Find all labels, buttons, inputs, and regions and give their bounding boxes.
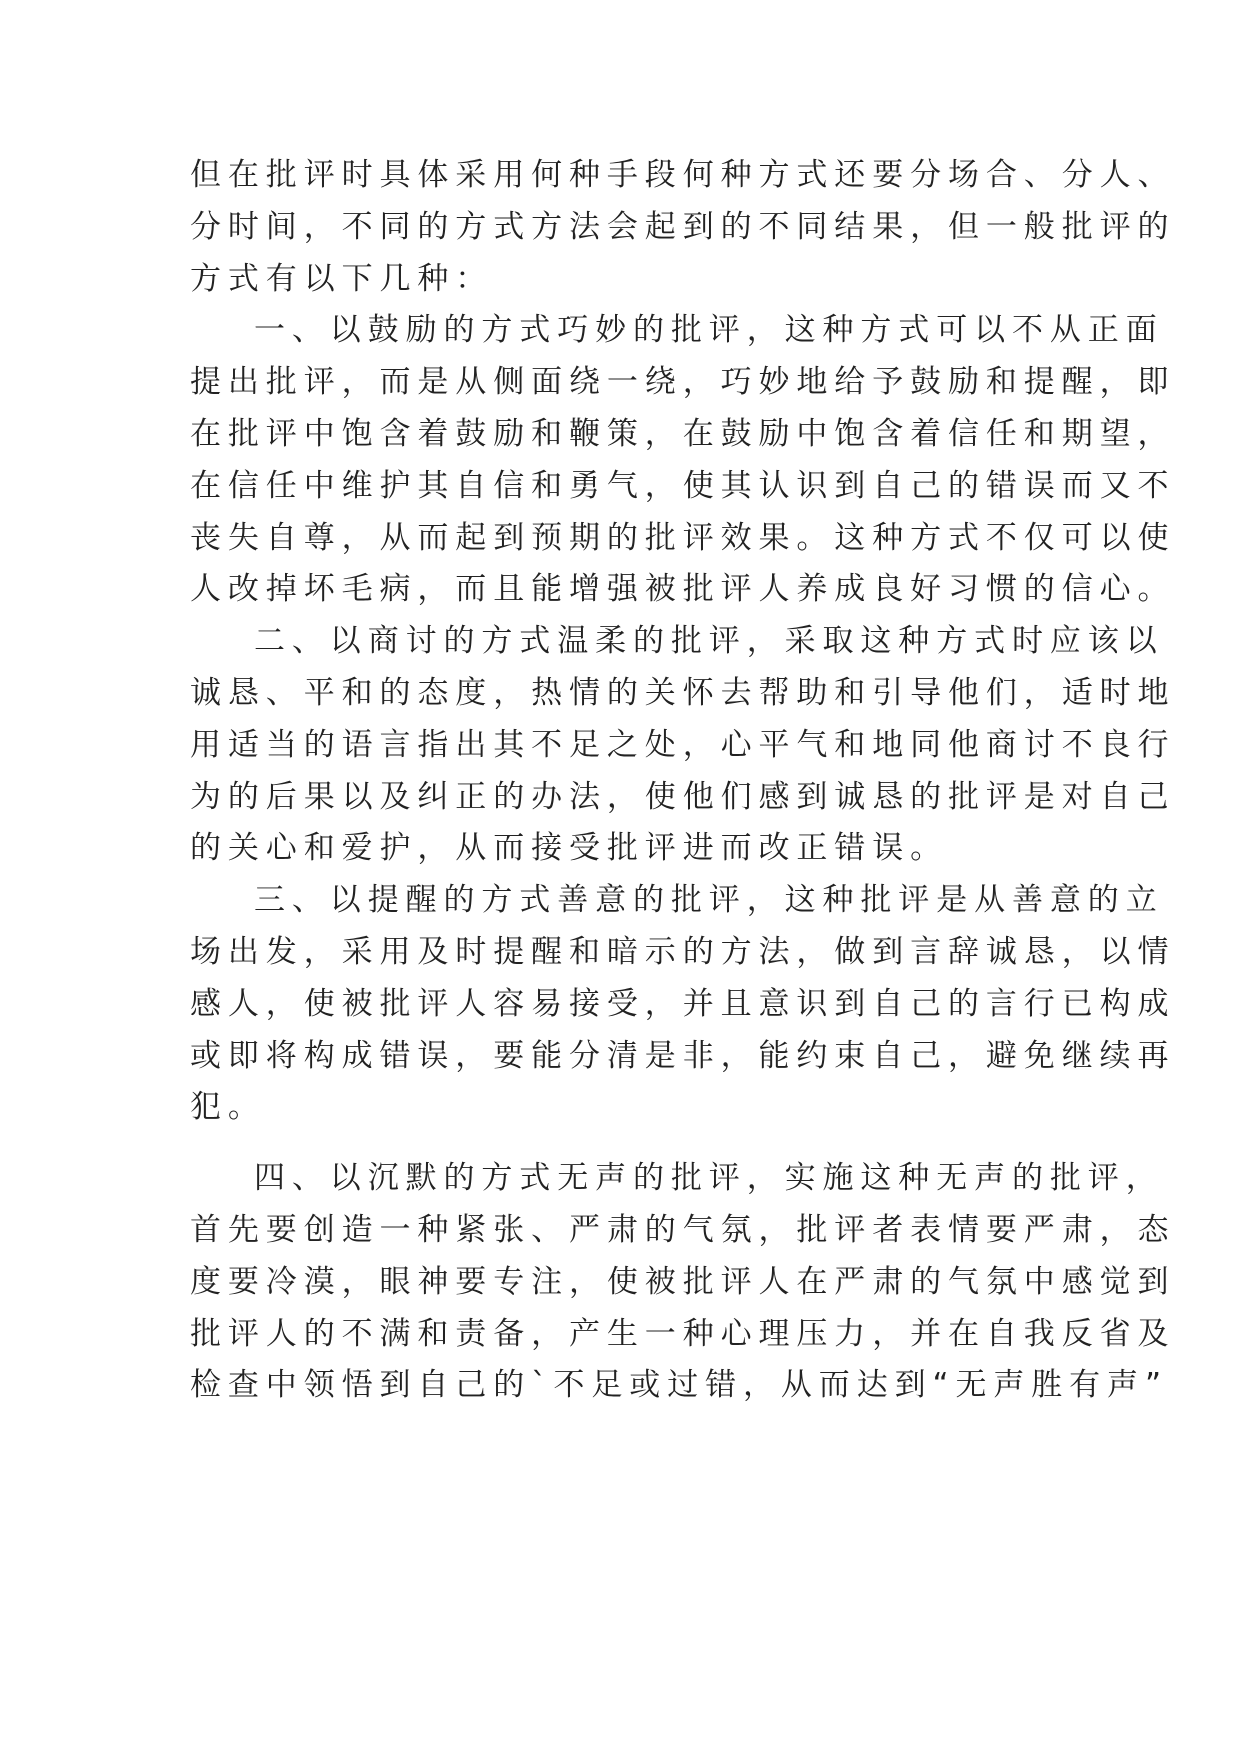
document-body [190,150,1176,1412]
text-line: 诚恳、平和的态度，热情的关怀去帮助和引导他们，适时地 [190,674,1176,711]
text-line: 分时间，不同的方式方法会起到的不同结果，但一般批评的 [190,208,1176,245]
text-line: 批评人的不满和责备，产生一种心理压力，并在自我反省及 [190,1315,1176,1352]
text-line: 的关心和爱护，从而接受批评进而改正错误。 [190,830,948,867]
paragraph-gap [190,1134,1070,1153]
text-line: 但在批评时具体采用何种手段何种方式还要分场合、分人、 [190,157,1176,193]
paragraph-start-line: 三、以提醒的方式善意的批评，这种批评是从善意的立 [254,882,1164,919]
text-line: 度要冷漠，眼神要专注，使被批评人在严肃的气氛中感觉到 [190,1263,1176,1300]
text-line: 方式有以下几种： [190,260,494,297]
text-line: 感人，使被批评人容易接受，并且意识到自己的言行已构成 [190,985,1176,1022]
text-line: 首先要创造一种紧张、严肃的气氛，批评者表情要严肃，态 [190,1211,1176,1248]
text-line: 在信任中维护其自信和勇气，使其认识到自己的错误而又不 [190,467,1176,504]
text-line: 人改掉坏毛病，而且能增强被批评人养成良好习惯的信心。 [190,571,1176,608]
paragraph-start-line: 一、以鼓励的方式巧妙的批评，这种方式可以不从正面 [254,312,1164,349]
text-line: 提出批评，而是从侧面绕一绕，巧妙地给予鼓励和提醒，即 [190,364,1176,401]
paragraph-start-line: 二、以商讨的方式温柔的批评，采取这种方式时应该以 [254,623,1164,660]
text-line: 犯。 [190,1089,266,1126]
text-line: 用适当的语言指出其不足之处，心平气和地同他商讨不良行 [190,726,1176,763]
text-line: 丧失自尊，从而起到预期的批评效果。这种方式不仅可以使 [190,519,1176,556]
text-line: 检查中领悟到自己的`不足或过错，从而达到“无声胜有声” [190,1367,1168,1404]
text-line: 或即将构成错误，要能分清是非，能约束自己，避免继续再 [190,1037,1176,1074]
text-line: 场出发，采用及时提醒和暗示的方法，做到言辞诚恳，以情 [190,933,1176,970]
text-line: 在批评中饱含着鼓励和鞭策，在鼓励中饱含着信任和期望， [190,415,1176,452]
paragraph-start-line: 四、以沉默的方式无声的批评，实施这种无声的批评， [254,1160,1164,1197]
text-line: 为的后果以及纠正的办法，使他们感到诚恳的批评是对自己 [190,778,1176,815]
